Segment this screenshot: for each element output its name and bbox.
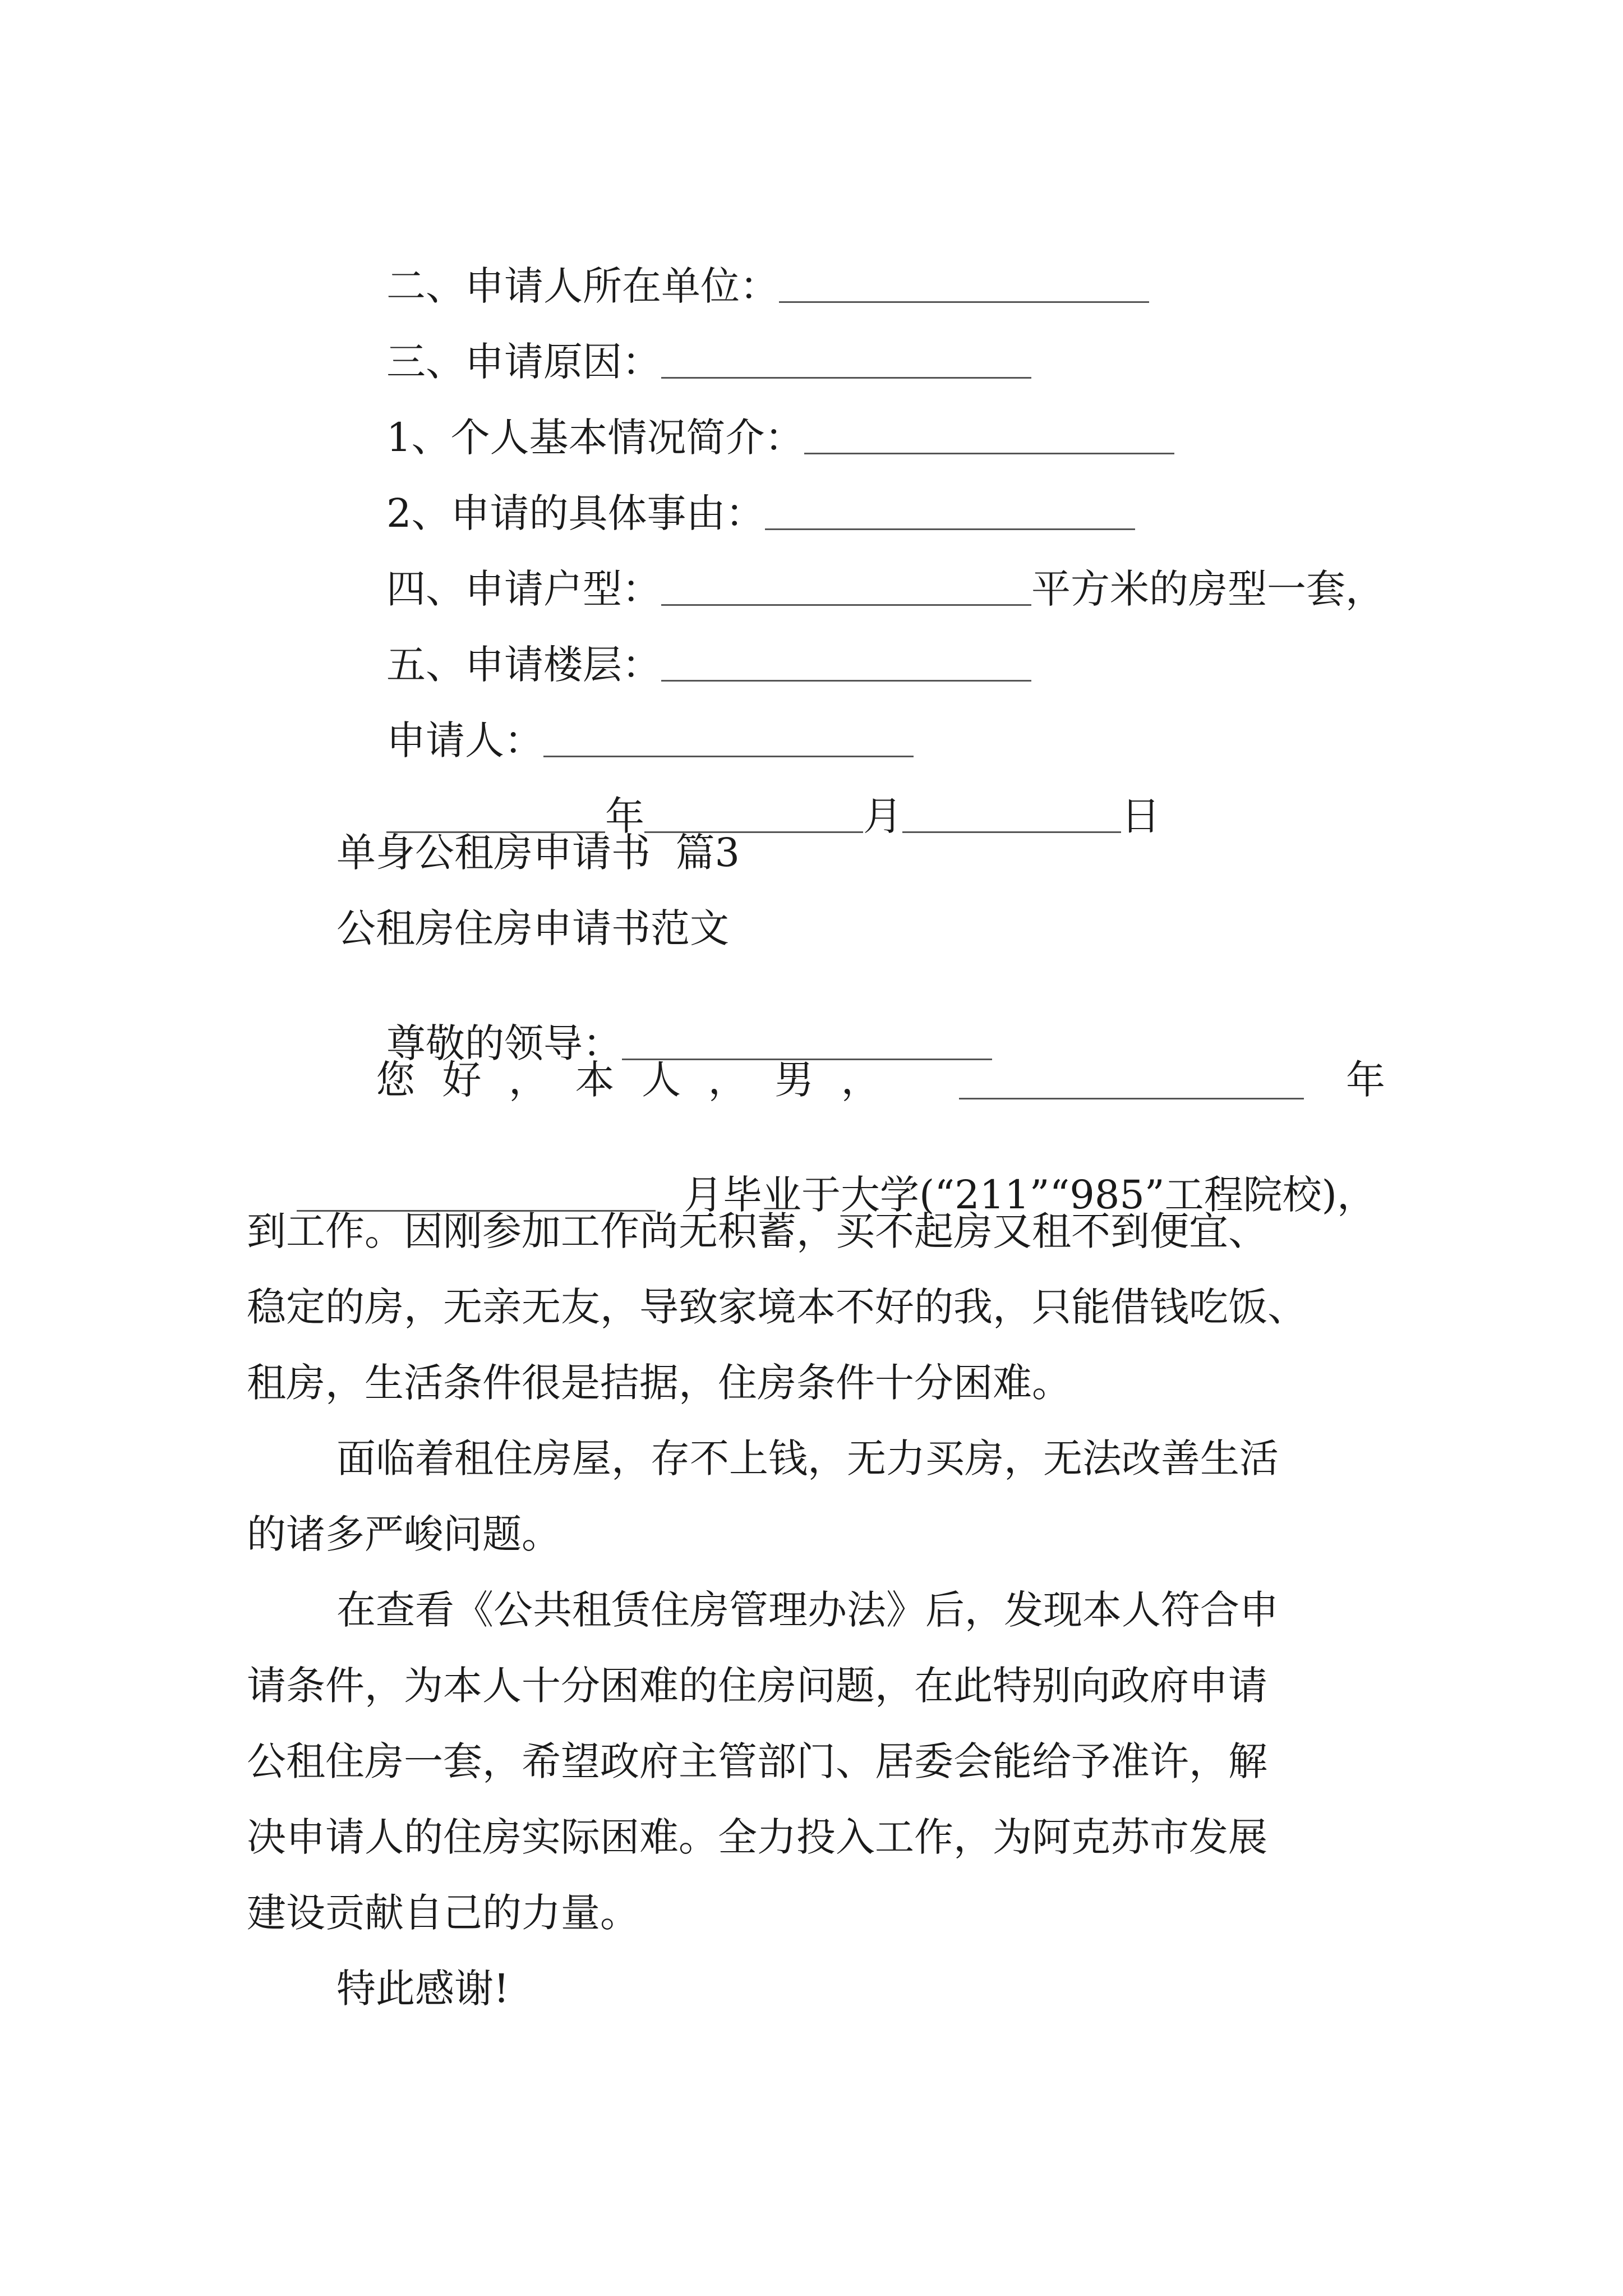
day-label: 日: [1121, 793, 1161, 839]
intro-word: 好: [442, 1057, 482, 1103]
field-unit-type-label: 四、申请户型：: [386, 566, 662, 612]
graduation-year-blank[interactable]: [959, 1097, 1304, 1099]
month-label: 月: [863, 793, 903, 839]
paragraph-line: 到工作。因刚参加工作尚无积蓄，买不起房又租不到便宜、: [247, 1208, 1267, 1254]
paragraph-line: 请条件，为本人十分困难的住房问题，在此特别向政府申请: [247, 1663, 1267, 1709]
section-subheading: 公租房住房申请书范文: [336, 905, 729, 951]
field-reason-label: 三、申请原因：: [386, 339, 662, 385]
field-personal-label: 1、个人基本情况简介：: [386, 415, 804, 461]
paragraph-line: 建设贡献自己的力量。: [247, 1890, 639, 1936]
intro-word: ，: [509, 1057, 548, 1103]
intro-word: 人: [642, 1057, 681, 1103]
closing: 特此感谢!: [336, 1966, 510, 2012]
paragraph-line: 租房，生活条件很是拮据，住房条件十分困难。: [247, 1360, 1071, 1406]
paragraph-line: 稳定的房，无亲无友，导致家境本不好的我，只能借钱吃饭、: [247, 1284, 1307, 1330]
paragraph-line: 公租住房一套，希望政府主管部门、居委会能给予准许，解: [247, 1738, 1267, 1784]
paragraph-line: 决申请人的住房实际困难。全力投入工作，为阿克苏市发展: [247, 1814, 1267, 1860]
day-blank[interactable]: [902, 831, 1121, 833]
paragraph-line: 面临着租住房屋，存不上钱，无力买房，无法改善生活: [336, 1435, 1279, 1481]
intro-year-label: 年: [1346, 1057, 1385, 1103]
year-label: 年: [605, 793, 645, 839]
section-heading: 单身公租房申请书 篇3: [336, 830, 740, 876]
paragraph-line: 的诸多严峻问题。: [247, 1511, 561, 1557]
intro-line-2-text: 月毕业于大学(“211”“985”工程院校)，: [684, 1172, 1376, 1218]
intro-word: ，: [708, 1057, 748, 1103]
field-detail-label: 2、申请的具体事由：: [386, 490, 765, 536]
intro-word: 本: [575, 1057, 615, 1103]
field-applicant-label: 申请人：: [386, 717, 544, 763]
paragraph-line: 在查看《公共租赁住房管理办法》后，发现本人符合申: [336, 1587, 1279, 1633]
field-floor-label: 五、申请楼层：: [386, 642, 662, 688]
field-unit-label: 二、申请人所在单位：: [386, 263, 780, 309]
intro-word: 男: [774, 1057, 814, 1103]
field-unit-type-suffix: 平方米的房型一套，: [1031, 566, 1385, 612]
intro-word: ，: [841, 1057, 880, 1103]
intro-word: 您: [376, 1057, 415, 1103]
salutation-label: 尊敬的领导：: [386, 1020, 623, 1066]
intro-line: [376, 1057, 1385, 1103]
